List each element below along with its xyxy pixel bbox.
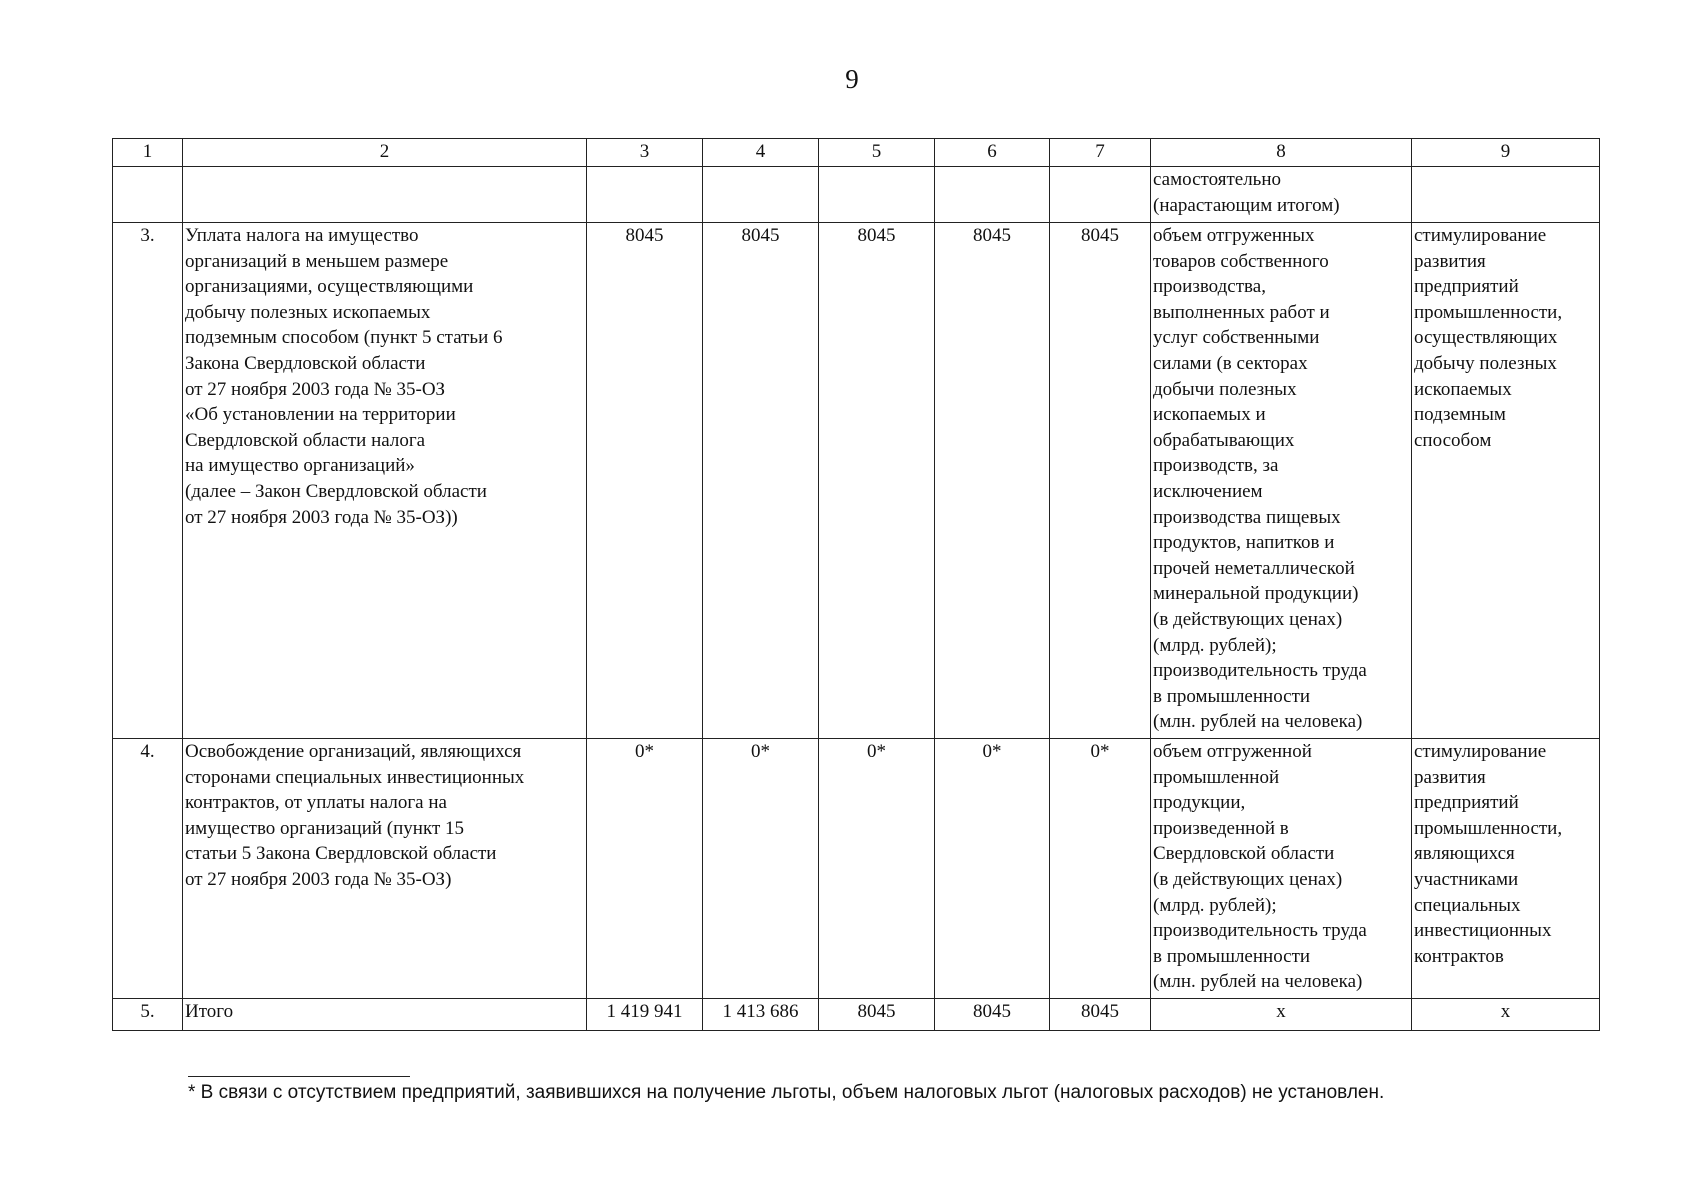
footnote: * В связи с отсутствием предприятий, заявившихся на получение льготы, объем налоговых льгот (налоговых расходов) не установлен.: [188, 1082, 1385, 1103]
table-row: [113, 739, 1600, 999]
value-col4: 0*: [703, 739, 819, 999]
value-col5: 0*: [819, 739, 935, 999]
value-col3: 1 419 941: [587, 999, 703, 1031]
page-number: 9: [845, 64, 859, 94]
header-cell: 7: [1050, 139, 1151, 167]
description-text: Освобождение организаций, являющихся сторонами специальных инвестиционных контрактов, от уплаты налога на имущество организаций (пункт 15 статьи 5 Закона Свердловской области от 27 ноября 2003 года № 35-ОЗ): [185, 741, 525, 890]
table-cell: [1050, 167, 1151, 223]
goal-cell: [1412, 739, 1600, 999]
value-col6: 8045: [935, 223, 1050, 739]
table-header-row: [113, 139, 1600, 167]
row-number: 3.: [113, 223, 183, 739]
goal-text: стимулирование развития предприятий промышленности, являющихся участниками специальных инвестиционных контрактов: [1414, 741, 1563, 967]
footnote-divider: [188, 1076, 410, 1077]
description-cell: [183, 739, 587, 999]
table-cell: [183, 167, 587, 223]
value-col3: 0*: [587, 739, 703, 999]
table-cell: [113, 167, 183, 223]
value-col7: 8045: [1050, 223, 1151, 739]
indicator-text: самостоятельно (нарастающим итогом): [1153, 169, 1340, 216]
value-col7: 8045: [1050, 999, 1151, 1031]
header-cell: 3: [587, 139, 703, 167]
table-cell: [703, 167, 819, 223]
goal-cell: х: [1412, 999, 1600, 1031]
goal-text: стимулирование развития предприятий промышленности, осуществляющих добычу полезных ископаемых подземным способом: [1414, 225, 1563, 451]
description-text: Уплата налога на имущество организаций в меньшем размере организациями, осуществляющими добычу полезных ископаемых подземным способом (пункт 5 статьи 6 Закона Свердловской области от 27 ноября 2003 года № 35-ОЗ «Об установлении на территории Свердловской области налога на имущество организаций» (далее – Закон Свердловской области от 27 ноября 2003 года № 35-ОЗ)): [185, 225, 503, 528]
value-col5: 8045: [819, 999, 935, 1031]
header-cell: 6: [935, 139, 1050, 167]
row-number: 4.: [113, 739, 183, 999]
header-cell: 5: [819, 139, 935, 167]
header-cell: 4: [703, 139, 819, 167]
value-col6: 8045: [935, 999, 1050, 1031]
indicator-cell: х: [1151, 999, 1412, 1031]
header-cell: 9: [1412, 139, 1600, 167]
table-row: [113, 223, 1600, 739]
table-cell: [587, 167, 703, 223]
row-number: 5.: [113, 999, 183, 1031]
description-cell: [183, 223, 587, 739]
value-col4: 8045: [703, 223, 819, 739]
total-row: [113, 999, 1600, 1031]
header-cell: 8: [1151, 139, 1412, 167]
value-col5: 8045: [819, 223, 935, 739]
table-cell: [819, 167, 935, 223]
value-col4: 1 413 686: [703, 999, 819, 1031]
goal-cell: [1412, 223, 1600, 739]
value-col6: 0*: [935, 739, 1050, 999]
indicator-cell: [1151, 223, 1412, 739]
indicator-text: объем отгруженных товаров собственного производства, выполненных работ и услуг собственными силами (в секторах добычи полезных ископаемых и обрабатывающих производств, за исключением производства пищевых продуктов, напитков и прочей неметаллической минеральной продукции) (в действующих ценах) (млрд. рублей); производительность труда в промышленности (млн. рублей на человека): [1153, 225, 1367, 733]
indicator-cell: [1151, 739, 1412, 999]
description-cell: Итого: [183, 999, 587, 1031]
indicator-cell: [1151, 167, 1412, 223]
table-cell: [1412, 167, 1600, 223]
header-cell: 2: [183, 139, 587, 167]
continuation-row: [113, 167, 1600, 223]
table-cell: [935, 167, 1050, 223]
tax-benefits-table: [112, 138, 1600, 1031]
header-cell: 1: [113, 139, 183, 167]
indicator-text: объем отгруженной промышленной продукции, произведенной в Свердловской области (в действующих ценах) (млрд. рублей); производительность труда в промышленности (млн. рублей на человека): [1153, 741, 1367, 993]
value-col3: 8045: [587, 223, 703, 739]
value-col7: 0*: [1050, 739, 1151, 999]
